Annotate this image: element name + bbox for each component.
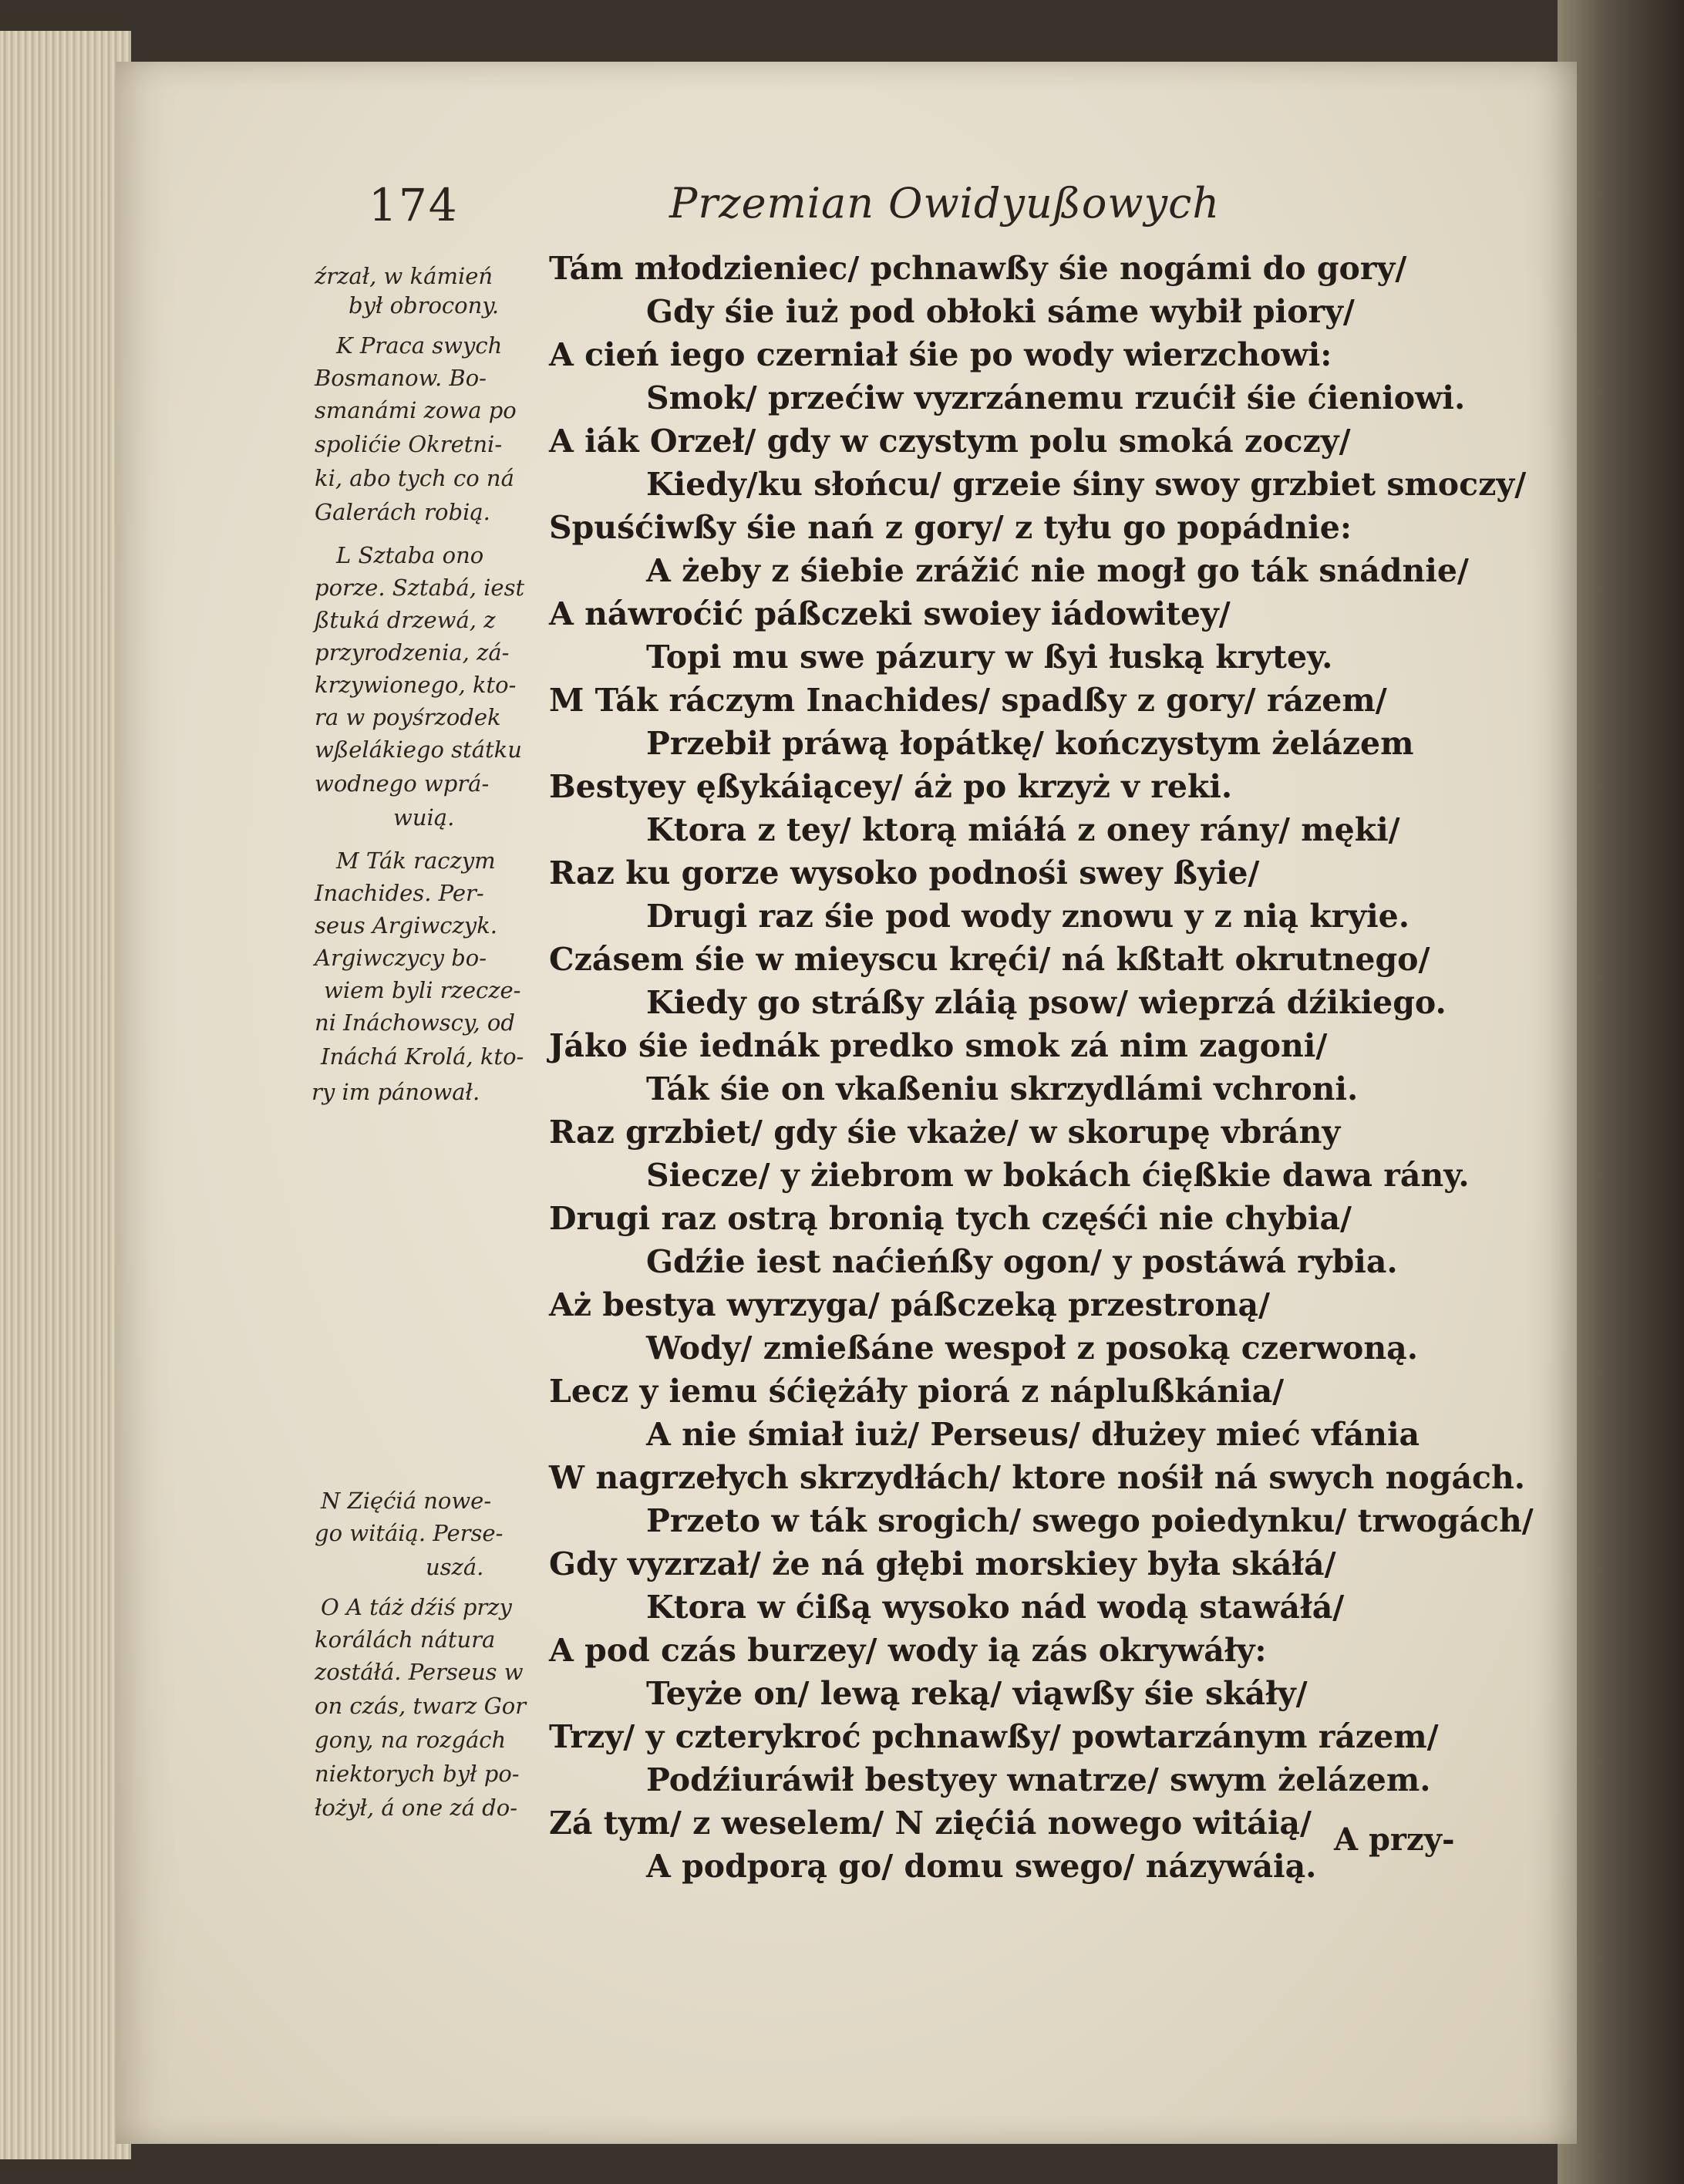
verse-line: Wody/ zmießáne wespoł z posoką czerwoną.	[646, 1330, 1418, 1367]
margin-gloss: Argiwczycy bo-	[315, 945, 487, 971]
verse-line: A cień iego czerniał śie po wody wierzchowi:	[549, 336, 1332, 373]
page-number: 174	[369, 179, 459, 231]
margin-gloss: L Sztaba ono	[336, 542, 484, 568]
margin-gloss: ra w poyśrzodek	[315, 704, 501, 730]
margin-gloss: przyrodzenia, zá-	[315, 639, 510, 666]
verse-line: Podźiuráwił bestyey wnatrze/ swym żelázem.	[646, 1761, 1431, 1798]
margin-gloss: niektorych był po-	[315, 1761, 520, 1787]
margin-gloss: wuią.	[393, 804, 455, 831]
margin-gloss: korálách nátura	[315, 1626, 496, 1653]
margin-gloss: gony, na rozgách	[315, 1727, 507, 1753]
margin-gloss: ry im pánował.	[312, 1079, 480, 1105]
margin-gloss: krzywionego, kto-	[315, 672, 517, 698]
verse-line: Teyże on/ lewą reką/ viąwßy śie skáły/	[646, 1675, 1308, 1712]
verse-line: A pod czás burzey/ wody ią zás okrywáły:	[549, 1632, 1267, 1669]
verse-line: Przeto w ták srogich/ swego poiedynku/ trwogách/	[646, 1502, 1534, 1539]
page-stack-edge	[0, 31, 131, 2159]
verse-line: A nie śmiał iuż/ Perseus/ dłużey mieć vfánia	[646, 1416, 1420, 1453]
margin-gloss: łożył, á one zá do-	[315, 1795, 517, 1821]
verse-line: Lecz y iemu śćiężáły piorá z náplußkánia/	[549, 1373, 1285, 1410]
verse-line: Jáko śie iednák predko smok zá nim zagoni/	[549, 1027, 1328, 1064]
margin-gloss: smanámi zowa po	[315, 397, 517, 423]
verse-line: M Ták ráczym Inachides/ spadßy z gory/ rázem/	[549, 682, 1387, 719]
verse-line: Gdy vyzrzał/ że ná głębi morskiey była skáłá/	[549, 1545, 1336, 1582]
margin-gloss: ki, abo tych co ná	[315, 465, 514, 491]
verse-line: A podporą go/ domu swego/ názywáią.	[646, 1848, 1317, 1885]
verse-line: Topi mu swe pázury w ßyi łuską krytey.	[646, 639, 1333, 676]
margin-gloss: M Ták raczym	[336, 848, 496, 874]
margin-gloss: zostáłá. Perseus w	[315, 1659, 524, 1685]
margin-gloss: źrzał, w kámień	[315, 263, 493, 289]
verse-line: Trzy/ y czterykroć pchnawßy/ powtarzánym rázem/	[549, 1718, 1439, 1755]
verse-line: Aż bestya wyrzyga/ páßczeką przestroną/	[549, 1286, 1271, 1323]
margin-gloss: wßelákiego státku	[315, 736, 522, 763]
verse-line: Smok/ przećiw vyzrzánemu rzućił śie ćieniowi.	[646, 379, 1466, 416]
verse-line: Raz ku gorze wysoko podnośi swey ßyie/	[549, 854, 1260, 891]
verse-line: Gdźie iest naćieńßy ogon/ y postáwá rybia.	[646, 1243, 1398, 1280]
verse-line: Przebił práwą łopátkę/ kończystym żelázem	[646, 725, 1414, 762]
margin-gloss: porze. Sztabá, iest	[315, 575, 525, 601]
margin-gloss: ni Ináchowscy, od	[315, 1009, 515, 1036]
margin-gloss: spolićie Okretni-	[315, 431, 503, 457]
verse-line: Gdy śie iuż pod obłoki sáme wybił piory/	[646, 293, 1355, 330]
catchword: A przy-	[1334, 1822, 1455, 1858]
verse-line: Czásem śie w mieyscu kręći/ ná kßtałt okrutnego/	[549, 941, 1430, 978]
verse-line: A iák Orzeł/ gdy w czystym polu smoká zoczy/	[549, 423, 1351, 460]
margin-gloss: wiem byli rzecze-	[324, 977, 521, 1003]
margin-gloss: O A táż dźiś przy	[321, 1594, 512, 1620]
margin-gloss: go witáią. Perse-	[315, 1520, 504, 1546]
verse-line: Ktora z tey/ ktorą miáłá z oney rány/ męki/	[646, 811, 1400, 848]
margin-gloss: Galerách robią.	[315, 499, 490, 525]
verse-line: Bestyey ęßykáiącey/ áż po krzyż v reki.	[549, 768, 1233, 805]
verse-line: A náwroćić páßczeki swoiey iádowitey/	[549, 595, 1231, 632]
verse-line: Drugi raz śie pod wody znowu y z nią kryie.	[646, 898, 1410, 935]
margin-gloss: wodnego wprá-	[315, 770, 490, 797]
margin-gloss: uszá.	[426, 1554, 484, 1580]
margin-gloss: seus Argiwczyk.	[315, 912, 497, 939]
verse-line: W nagrzełych skrzydłách/ ktore nośił ná swych nogách.	[549, 1459, 1526, 1496]
verse-line: Raz grzbiet/ gdy śie vkaże/ w skorupę vbrány	[549, 1114, 1341, 1151]
verse-line: Zá tym/ z weselem/ N zięćiá nowego witáią/	[549, 1805, 1312, 1842]
margin-gloss: N Zięćiá nowe-	[321, 1488, 492, 1514]
verse-line: Siecze/ y żiebrom w bokách ćięßkie dawa rány.	[646, 1157, 1470, 1194]
running-head: Przemian Owidyußowych	[669, 179, 1221, 228]
margin-gloss: Ináchá Krolá, kto-	[321, 1043, 524, 1070]
verse-line: Kiedy go stráßy zláią psow/ wieprzá dźikiego.	[646, 984, 1447, 1021]
margin-gloss: on czás, twarz Gor	[315, 1693, 527, 1719]
verse-line: Kiedy/ku słońcu/ grzeie śiny swoy grzbiet smoczy/	[646, 466, 1527, 503]
verse-line: A żeby z śiebie zrážić nie mogł go ták snádnie/	[646, 552, 1469, 589]
margin-gloss: Inachides. Per-	[315, 880, 484, 906]
margin-gloss: Bosmanow. Bo-	[315, 365, 487, 391]
margin-gloss: K Praca swych	[336, 332, 503, 359]
margin-gloss: był obrocony.	[349, 292, 500, 318]
verse-line: Spuśćiwßy śie nań z gory/ z tyłu go popádnie:	[549, 509, 1352, 546]
verse-line: Drugi raz ostrą bronią tych częśći nie chybia/	[549, 1200, 1352, 1237]
verse-line: Tám młodzieniec/ pchnawßy śie nogámi do gory/	[549, 250, 1407, 287]
verse-line: Ták śie on vkaßeniu skrzydlámi vchroni.	[646, 1070, 1359, 1107]
margin-gloss: ßtuká drzewá, z	[315, 607, 496, 633]
verse-line: Ktora w ćißą wysoko nád wodą stawáłá/	[646, 1589, 1345, 1626]
